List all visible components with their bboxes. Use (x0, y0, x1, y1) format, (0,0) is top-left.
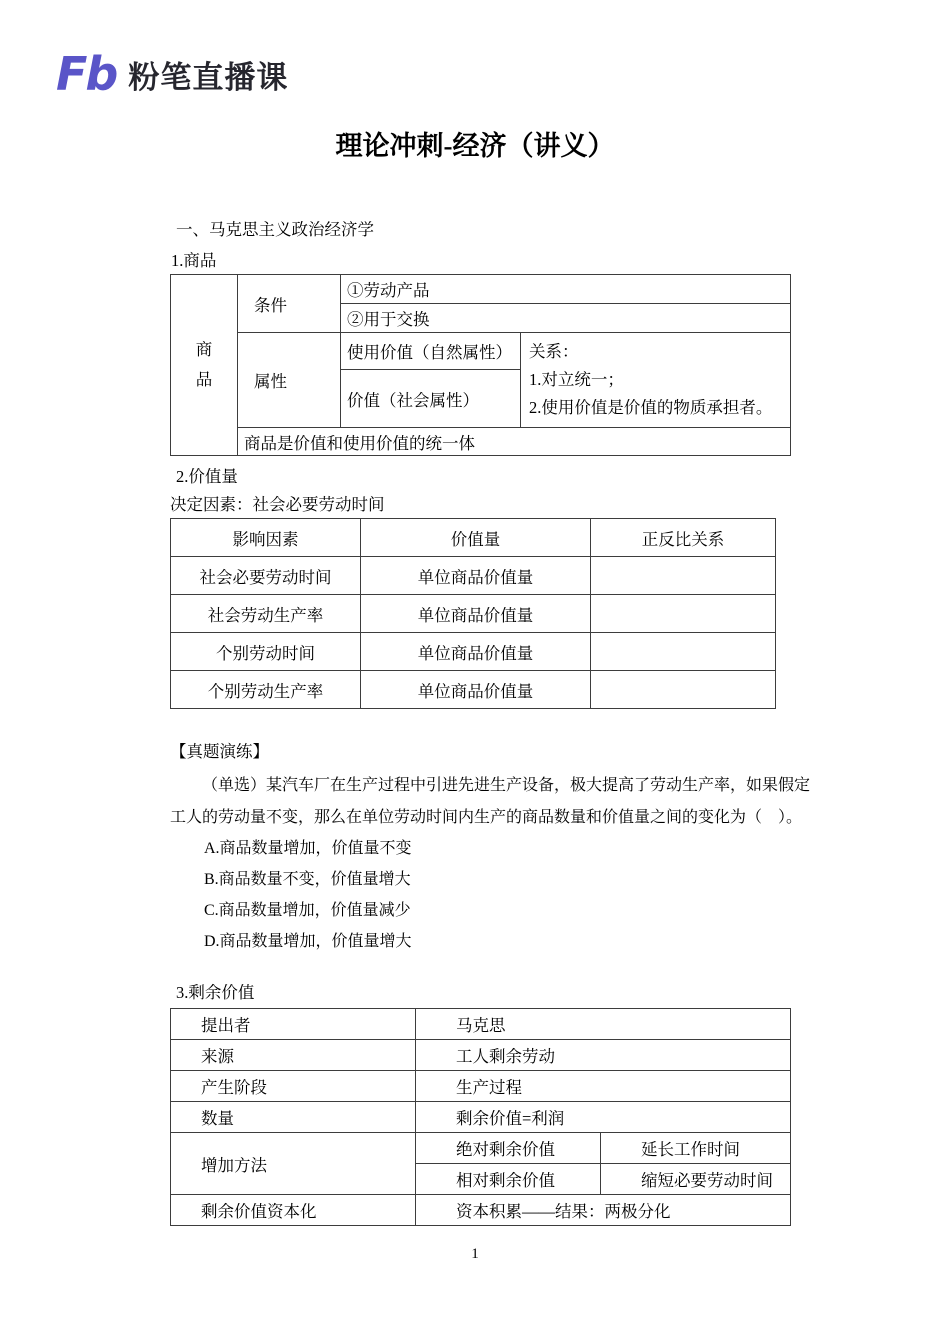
surplus-proposer-label: 提出者 (171, 1009, 416, 1040)
relation-cell (521, 333, 791, 428)
condition-item-1-cell: ①劳动产品 (341, 275, 791, 304)
table-row (171, 671, 776, 709)
commodity-subject-cell (171, 275, 238, 456)
table-cell: 个别劳动生产率 (171, 671, 361, 709)
table-cell: 个别劳动时间 (171, 633, 361, 671)
relation-line-2: 1.对立统一； (529, 370, 624, 389)
table-row (171, 1102, 791, 1133)
answer-options (204, 833, 412, 957)
section-heading-marx-economy: 一、马克思主义政治经济学 (176, 220, 374, 239)
brand-name: 粉笔直播课 (128, 59, 289, 96)
table-row (171, 633, 776, 671)
table-row (171, 1071, 791, 1102)
surplus-source-label: 来源 (171, 1040, 416, 1071)
condition-item-2-cell: ②用于交换 (341, 304, 791, 333)
table-cell: 单位商品价值量 (361, 595, 591, 633)
option-a: A.商品数量增加，价值量不变 (204, 840, 412, 857)
relation-line-3: 2.使用价值是价值的物质承担者。 (529, 398, 773, 417)
commodity-summary-cell: 商品是价值和使用价值的统一体 (238, 428, 791, 456)
attribute-use-value-cell: 使用价值（自然属性） (341, 333, 521, 370)
surplus-quantity-value: 剩余价值=利润 (416, 1102, 791, 1133)
table-row (171, 428, 791, 456)
table-cell-empty (591, 557, 776, 595)
value-quantity-table (170, 518, 776, 709)
table-row (171, 1040, 791, 1071)
page-number: 1 (471, 1246, 479, 1262)
commodity-table (170, 274, 791, 456)
table-cell-empty (591, 633, 776, 671)
value-determinant-text: 决定因素：社会必要劳动时间 (170, 495, 385, 514)
subsection-heading-commodity: 1.商品 (171, 251, 217, 270)
subsection-heading-value-quantity: 2.价值量 (176, 467, 238, 486)
relative-surplus-means-cell: 缩短必要劳动时间 (601, 1164, 791, 1195)
surplus-proposer-value: 马克思 (416, 1009, 791, 1040)
header-value-quantity: 价值量 (361, 519, 591, 557)
attribute-label-cell: 属性 (238, 333, 341, 428)
relation-line-1: 关系： (529, 342, 579, 361)
fenbi-logo-icon: Fb (56, 47, 117, 101)
table-row (171, 1009, 791, 1040)
table-row (171, 1195, 791, 1226)
attribute-value-cell: 价值（社会属性） (341, 370, 521, 428)
page-title: 理论冲刺-经济（讲义） (335, 131, 615, 161)
table-row (171, 557, 776, 595)
relative-surplus-cell: 相对剩余价值 (416, 1164, 601, 1195)
absolute-surplus-means-cell: 延长工作时间 (601, 1133, 791, 1164)
table-row (171, 275, 791, 304)
subsection-heading-surplus-value: 3.剩余价值 (176, 983, 255, 1002)
surplus-source-value: 工人剩余劳动 (416, 1040, 791, 1071)
option-d: D.商品数量增加，价值量增大 (204, 933, 412, 950)
table-row (171, 333, 791, 370)
surplus-stage-label: 产生阶段 (171, 1071, 416, 1102)
table-cell: 社会劳动生产率 (171, 595, 361, 633)
table-cell: 单位商品价值量 (361, 671, 591, 709)
table-cell: 单位商品价值量 (361, 557, 591, 595)
question-text (170, 770, 810, 834)
question-line-1: （单选）某汽车厂在生产过程中引进先进生产设备，极大提高了劳动生产率，如果假定 (202, 777, 811, 794)
brand-logo (56, 48, 288, 100)
header-influence-factor: 影响因素 (171, 519, 361, 557)
surplus-value-table (170, 1008, 791, 1226)
table-row (171, 595, 776, 633)
surplus-quantity-label: 数量 (171, 1102, 416, 1133)
condition-label-cell: 条件 (238, 275, 341, 333)
absolute-surplus-cell: 绝对剩余价值 (416, 1133, 601, 1164)
table-row (171, 1133, 791, 1164)
surplus-capitalization-label: 剩余价值资本化 (171, 1195, 416, 1226)
question-line-2: 工人的劳动量不变，那么在单位劳动时间内生产的商品数量和价值量之间的变化为（ ）。 (170, 809, 803, 826)
table-cell-empty (591, 671, 776, 709)
commodity-subject-label: 商品 (195, 340, 213, 389)
table-cell: 社会必要劳动时间 (171, 557, 361, 595)
header-proportion-relation: 正反比关系 (591, 519, 776, 557)
surplus-increase-label: 增加方法 (171, 1133, 416, 1195)
option-b: B.商品数量不变，价值量增大 (204, 871, 411, 888)
practice-section-label: 【真题演练】 (170, 742, 269, 761)
table-cell: 单位商品价值量 (361, 633, 591, 671)
surplus-stage-value: 生产过程 (416, 1071, 791, 1102)
table-header-row (171, 519, 776, 557)
table-cell-empty (591, 595, 776, 633)
surplus-capitalization-value: 资本积累——结果：两极分化 (416, 1195, 791, 1226)
option-c: C.商品数量增加，价值量减少 (204, 902, 411, 919)
